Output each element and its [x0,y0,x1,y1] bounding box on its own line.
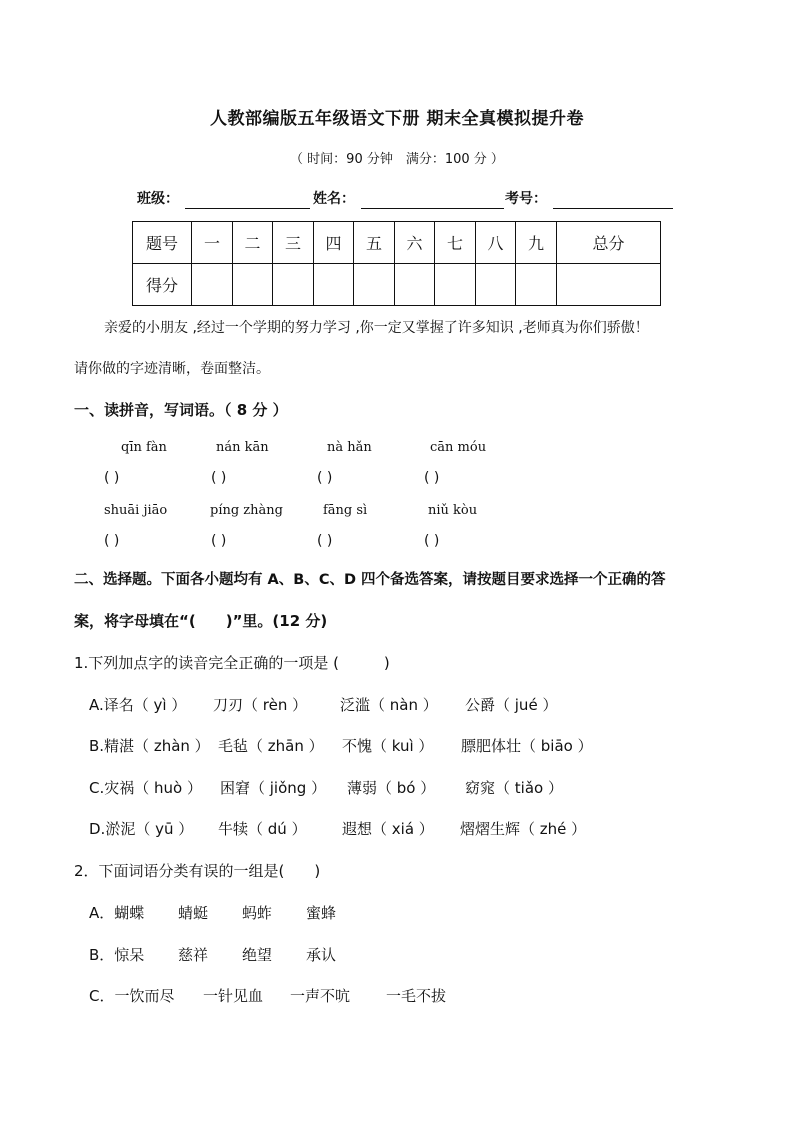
exam-time-score: （ 时间：90 分钟 满分：100 分 ） [290,152,504,167]
column-header: 二 [233,222,273,264]
question-1-stem: 1.下列加点字的读音完全正确的一项是 ( ) [74,654,390,672]
column-header: 六 [395,222,435,264]
q1-option-d-word: 遐想（ xiá ） [342,820,434,838]
class-label: 班级： [137,191,179,207]
total-score-header: 总分 [557,222,661,264]
class-blank[interactable] [185,208,310,209]
score-cell[interactable] [435,264,476,306]
q1-option-a[interactable]: A.译名（ yì ） [89,696,187,714]
q2-option-c-word: 一针见血 [203,987,264,1005]
q1-option-b-word: 膘肥体壮（ biāo ） [461,737,593,755]
pinyin-3: nà hǎn [327,440,372,455]
name-blank[interactable] [361,208,504,209]
score-cell[interactable] [354,264,395,306]
answer-blank[interactable]: ( ) [317,533,333,549]
column-header: 七 [435,222,476,264]
q2-option-b[interactable]: B．惊呆 [89,946,145,964]
score-cell[interactable] [516,264,557,306]
answer-blank[interactable]: ( ) [424,470,440,486]
q1-option-a-word: 刀刃（ rèn ） [213,696,308,714]
q1-option-a-word: 泛滥（ nàn ） [340,696,438,714]
q1-option-c-word: 窈窕（ tiǎo ） [465,779,563,797]
exam-number-label: 考号： [505,191,547,207]
answer-blank[interactable]: ( ) [104,533,120,549]
total-score-cell[interactable] [557,264,661,306]
q2-option-b-word: 绝望 [242,946,273,964]
column-header: 五 [354,222,395,264]
score-cell[interactable] [476,264,516,306]
q2-option-a[interactable]: A．蝴蝶 [89,904,145,922]
q1-option-a-word: 公爵（ jué ） [465,696,558,714]
score-cell[interactable] [192,264,233,306]
q2-option-a-word: 蜜蜂 [306,904,337,922]
q1-option-d-word: 熠熠生辉（ zhé ） [460,820,587,838]
pinyin-5: shuāi jiāo [104,503,168,518]
section-2-heading-line-1: 二、选择题。下面各小题均有 A、B、C、D 四个备选答案，请按题目要求选择一个正确的答 [74,572,666,588]
exam-number-blank[interactable] [553,208,673,209]
column-header: 四 [314,222,354,264]
column-header: 一 [192,222,233,264]
column-header: 九 [516,222,557,264]
q1-option-c[interactable]: C.灾祸（ huò ） [89,779,202,797]
score-header-row [133,222,661,264]
q1-option-c-word: 困窘（ jiǒng ） [220,779,327,797]
pinyin-6: píng zhàng [210,503,283,518]
score-cell[interactable] [314,264,354,306]
page-title: 人教部编版五年级语文下册 期末全真模拟提升卷 [210,109,584,129]
q2-option-c-word: 一毛不拔 [386,987,447,1005]
answer-blank[interactable]: ( ) [424,533,440,549]
pinyin-2: nán kān [216,440,269,455]
q2-option-a-word: 蜻蜓 [178,904,209,922]
q1-option-c-word: 薄弱（ bó ） [347,779,436,797]
score-table [132,221,661,306]
q2-option-b-word: 承认 [306,946,337,964]
answer-blank[interactable]: ( ) [317,470,333,486]
column-header: 八 [476,222,516,264]
score-cell[interactable] [273,264,314,306]
intro-line-2: 请你做的字迹清晰，卷面整洁。 [74,361,270,377]
answer-blank[interactable]: ( ) [104,470,120,486]
q2-option-b-word: 慈祥 [178,946,209,964]
q2-option-c[interactable]: C．一饮而尽 [89,987,175,1005]
intro-line-1: 亲爱的小朋友 ,经过一个学期的努力学习 ,你一定又掌握了许多知识 ,老师真为你们骄傲！ [104,320,649,336]
pinyin-7: fāng sì [323,503,368,518]
name-label: 姓名： [313,191,355,207]
q1-option-d[interactable]: D.淤泥（ yū ） [89,820,194,838]
score-value-row [133,264,661,306]
pinyin-8: niǔ kòu [428,503,478,518]
score-cell[interactable] [233,264,273,306]
score-cell[interactable] [395,264,435,306]
q1-option-b[interactable]: B.精湛（ zhàn ） [89,737,210,755]
question-2-stem: 2．下面词语分类有误的一组是( ) [74,862,321,880]
section-2-heading-line-2: 案，将字母填在“( )”里。(12 分) [74,612,328,630]
answer-blank[interactable]: ( ) [211,533,227,549]
q1-option-b-word: 不愧（ kuì ） [342,737,434,755]
q1-option-d-word: 牛犊（ dú ） [218,820,307,838]
q2-option-c-word: 一声不吭 [290,987,351,1005]
score-row-label: 得分 [133,264,192,306]
q2-option-a-word: 蚂蚱 [242,904,273,922]
pinyin-1: qīn fàn [121,440,167,455]
pinyin-4: cān móu [430,440,487,455]
section-1-heading: 一、读拼音，写词语。（ 8 分 ） [74,401,288,419]
question-number-header: 题号 [133,222,192,264]
q1-option-b-word: 毛毡（ zhān ） [218,737,324,755]
column-header: 三 [273,222,314,264]
answer-blank[interactable]: ( ) [211,470,227,486]
